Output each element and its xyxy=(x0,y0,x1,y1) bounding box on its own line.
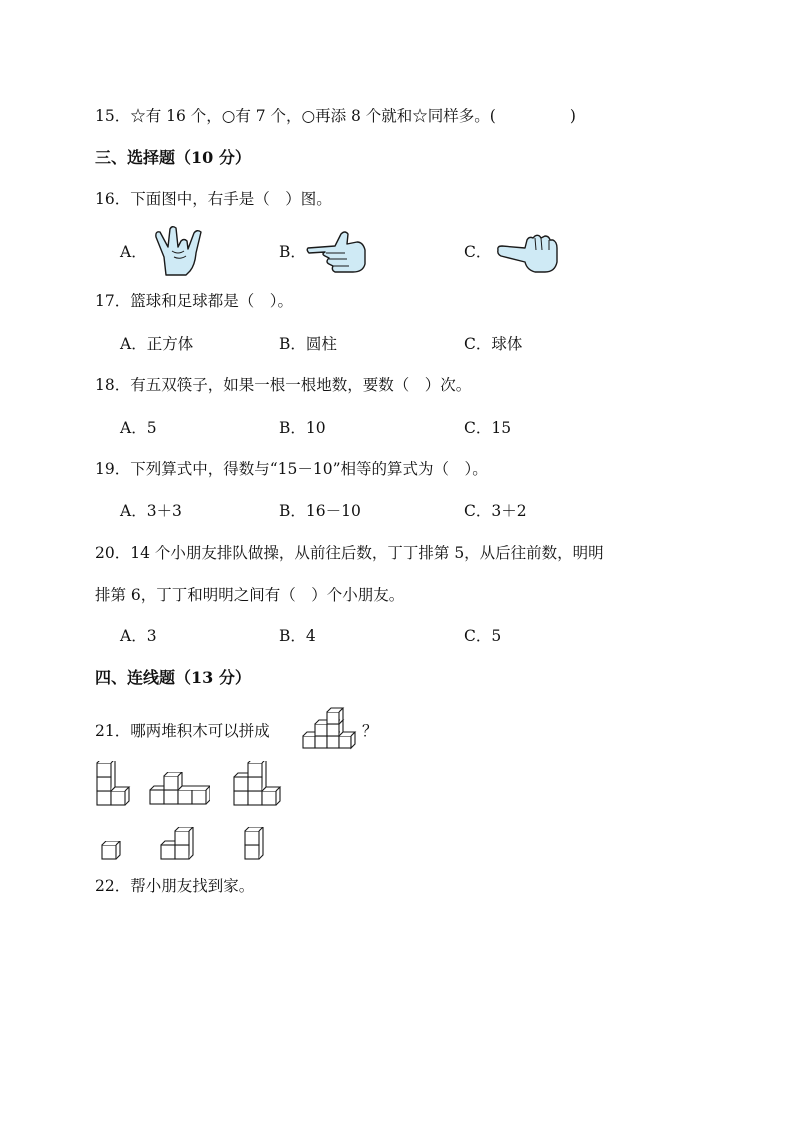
question-20 xyxy=(95,542,604,564)
option-a[interactable]: A．5 xyxy=(120,419,157,437)
hand-pointing-left-icon xyxy=(305,228,369,276)
question-number: 20． xyxy=(95,544,131,562)
question-number: 22． xyxy=(95,877,131,895)
question-text: 篮球和足球都是（ ）。 xyxy=(130,292,293,310)
question-20-continued: 排第 6，丁丁和明明之间有（ ）个小朋友。 xyxy=(95,586,405,604)
question-text: 帮小朋友找到家。 xyxy=(130,877,255,895)
question-text: 14 个小朋友排队做操，从前往后数，丁丁排第 5，从后往前数，明明 xyxy=(130,544,604,562)
question-number: 19． xyxy=(95,460,131,478)
option-c[interactable]: C．15 xyxy=(464,419,512,437)
block-stack-4[interactable] xyxy=(100,841,122,861)
question-22 xyxy=(95,875,254,897)
question-number: 21． xyxy=(95,722,131,740)
target-block-stack-icon xyxy=(301,706,359,750)
option-c[interactable]: C．3＋2 xyxy=(464,502,527,520)
question-text: 下列算式中，得数与“15－10”相等的算式为（ ）。 xyxy=(130,460,488,478)
hand-thumb-icon xyxy=(495,230,561,276)
question-close: ) xyxy=(569,107,576,125)
question-21 xyxy=(95,720,270,742)
option-b[interactable]: B．16－10 xyxy=(279,502,361,520)
block-stack-5[interactable] xyxy=(159,827,195,861)
question-19 xyxy=(95,458,488,480)
section-title: 四、连线题（13 分） xyxy=(95,668,251,687)
hand-rock-sign-icon xyxy=(150,223,210,277)
option-a[interactable]: A． xyxy=(120,243,147,261)
block-stack-6[interactable] xyxy=(243,827,265,861)
question-text: 有五双筷子，如果一根一根地数，要数（ ）次。 xyxy=(130,376,472,394)
question-text: 下面图中，右手是（ ）图。 xyxy=(130,190,332,208)
option-a[interactable]: A．正方体 xyxy=(120,335,194,353)
option-c[interactable]: C．5 xyxy=(464,627,502,645)
question-tail: ？ xyxy=(362,722,378,740)
question-17 xyxy=(95,290,293,312)
option-c[interactable]: C． xyxy=(464,243,492,261)
question-18 xyxy=(95,374,471,396)
question-number: 15． xyxy=(95,107,131,125)
option-b[interactable]: B．10 xyxy=(279,419,326,437)
option-b[interactable]: B．圆柱 xyxy=(279,335,337,353)
option-b[interactable]: B．4 xyxy=(279,627,316,645)
option-c[interactable]: C．球体 xyxy=(464,335,523,353)
block-stack-3[interactable] xyxy=(232,761,282,807)
option-b[interactable]: B． xyxy=(279,243,306,261)
question-16 xyxy=(95,188,332,210)
block-stack-1[interactable] xyxy=(95,761,133,807)
option-a[interactable]: A．3＋3 xyxy=(120,502,182,520)
question-text: ☆有 16 个，○有 7 个，○再添 8 个就和☆同样多。( xyxy=(130,107,496,125)
section-title: 三、选择题（10 分） xyxy=(95,148,251,167)
block-stack-2[interactable] xyxy=(148,772,210,806)
option-a[interactable]: A．3 xyxy=(120,627,157,645)
question-number: 16． xyxy=(95,190,131,208)
question-number: 18． xyxy=(95,376,131,394)
question-text: 哪两堆积木可以拼成 xyxy=(130,722,270,740)
question-number: 17． xyxy=(95,292,131,310)
question-15 xyxy=(95,105,576,127)
